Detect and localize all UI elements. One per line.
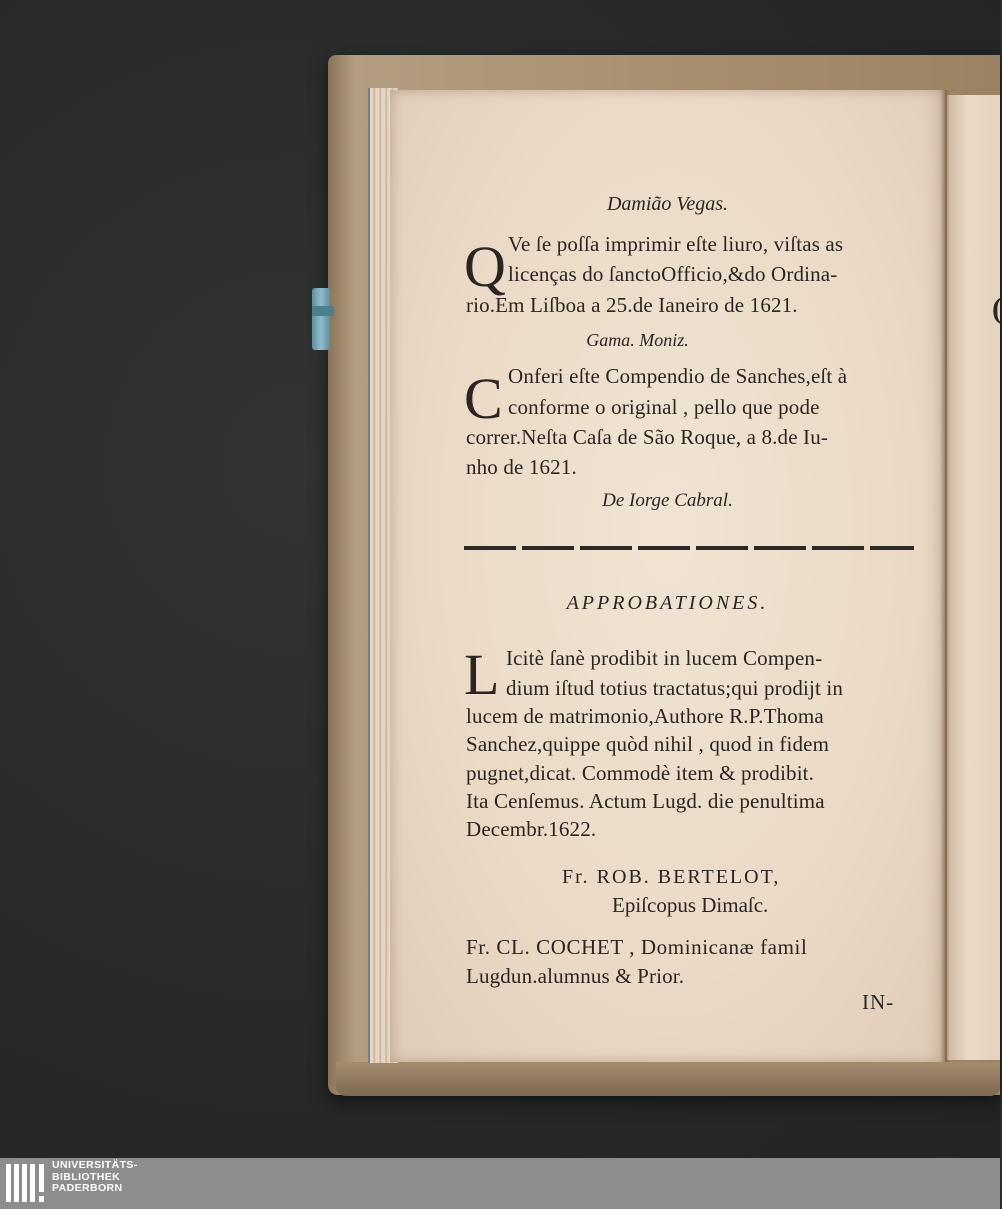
licence-2-line-1: Onferi eſte Compendio de Sanches,eſt à	[508, 364, 848, 388]
licence-1-line-2: licenças do ſanctoOfficio,&do Ordina-	[508, 262, 838, 286]
logo-line-3: PADERBORN	[52, 1182, 123, 1194]
licence-1-signature: Gama. Moniz.	[586, 330, 689, 350]
licence-2-line-2: conforme o original , pello que pode	[508, 395, 820, 419]
catchword: IN-	[862, 990, 895, 1014]
library-logo-text	[52, 1160, 138, 1195]
book-cover-bottom-edge	[336, 1062, 1000, 1096]
book-clasp	[312, 288, 330, 350]
licence-2-line-4: nho de 1621.	[466, 455, 577, 479]
section-heading: APPROBATIONES.	[566, 592, 769, 614]
approbation-line-2: dium iſtud totius tractatus;qui prodijt in	[506, 676, 844, 700]
licence-1-line-3: rio.Em Liſboa a 25.de Ianeiro de 1621.	[466, 293, 798, 317]
logo-line-1: UNIVERSITÄTS-	[52, 1159, 138, 1171]
header-signature: Damião Vegas.	[606, 193, 729, 215]
approbation-line-4: Sanchez,quippe quòd nihil , quod in fidem	[466, 732, 830, 756]
page-gutter	[940, 90, 950, 1062]
library-footer-bar	[0, 1158, 1000, 1209]
approbation-line-1: Icitè ſanè prodibit in lucem Compen-	[506, 646, 823, 670]
signatory-1-name: Fr. ROB. BERTELOT,	[562, 866, 781, 888]
approbation-line-6: Ita Cenſemus. Actum Lugd. die penultima	[466, 789, 825, 813]
approbation-line-5: pugnet,dicat. Commodè item & prodibit.	[466, 761, 815, 785]
approbation-line-7: Decembr.1622.	[466, 817, 597, 841]
book-clasp-knob	[312, 306, 334, 316]
facing-page-fragment: (	[992, 292, 1002, 325]
licence-2-signature: De Iorge Cabral.	[602, 490, 733, 511]
approbation-line-3: lucem de matrimonio,Authore R.P.Thoma	[466, 704, 824, 728]
section-rule	[464, 546, 914, 550]
facing-page-edge	[947, 95, 1000, 1060]
library-logo-icon	[6, 1162, 46, 1204]
signatory-1-title: Epiſcopus Dimaſc.	[612, 893, 769, 917]
licence-1-line-1: Ve ſe poſſa imprimir eſte liuro, viſtas as	[508, 232, 844, 256]
dropcap-q: Q	[464, 234, 506, 299]
licence-2-line-3: correr.Neſta Caſa de São Roque, a 8.de Iu-	[466, 425, 828, 449]
dropcap-c: C	[464, 366, 503, 431]
dropcap-l: L	[464, 642, 500, 707]
signatory-2-line-2: Lugdun.alumnus & Prior.	[466, 964, 685, 988]
logo-line-2: BIBLIOTHEK	[52, 1170, 121, 1183]
signatory-2-line-1: Fr. CL. COCHET , Dominicanæ famil	[466, 935, 808, 959]
